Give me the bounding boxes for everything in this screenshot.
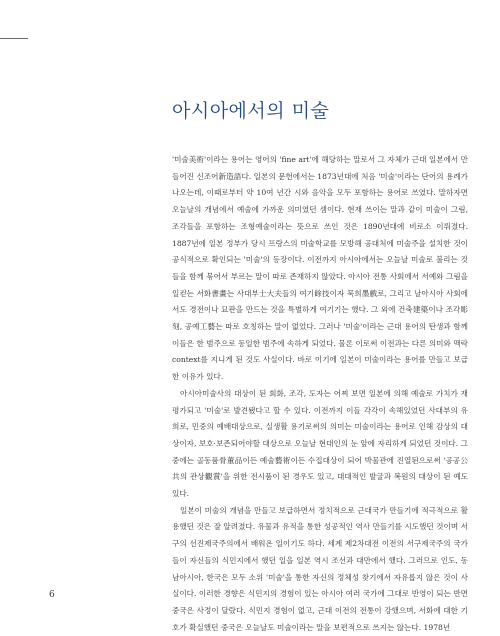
paragraph-3: 일본이 미술의 개념을 만들고 보급하면서 정치적으로 근대국가 만들기에 적극적으로 활용했던 것은 잘 알려졌다. 유물과 유적을 통한 성공적인 역사 만들기를 시도했던 것이며 서구의 선진제국주의에서 배워온 일이기도 하다. 세계 제2차대전 이전의 서구제국주의 국가들이 자신들의 식민지에서 했던 일을 일본 역시 조선과 대만에서 했다. 그러므로 인도, 동남아시아, 한국은 모두 소위 '미술'을 통한 자신의 정체성 찾기에서 자유롭지 않은 것이 사실이다. 이러한 경향은 식민지의 경험이 있는 아시아 여러 국가에 그대로 반영이 되는 반면 중국은 사정이 달랐다. 식민지 경험이 없고, 근대 이전의 전통이 강했으며, 서화에 대한 기호가 확실했던 중국은 오늘날도 미술이라는 말을 보편적으로 쓰지는 않는다. 1978년	[172, 505, 468, 632]
paragraph-2: 아시아미술사의 대상이 된 회화, 조각, 도자는 어찌 보면 일본에 의해 예술로 가치가 재평가되고 '미술'로 발견됐다고 할 수 있다. 이전까지 이들 각각이 속해있었던 사대부의 유희로, 민중의 예배대상으로, 실생활 용기로써의 의미는 미술이라는 용어로 인해 감상의 대상이자, 보호·보존되어야할 대상으로 오늘날 현대인의 눈 앞에 자리하게 되었던 것이다. 그 중에는 골동품骨董品이든 예술藝術이든 수집대상이 되어 박물관에 진열된으로써 '공공公共의 관상觀賞'을 위한 전시품이 된 경우도 있고, 대대적인 발굴과 복원의 대상이 된 예도 있다.	[172, 388, 468, 499]
margin-rule	[0, 38, 28, 39]
page-title: 아시아에서의 미술	[172, 100, 330, 122]
body-text	[172, 152, 468, 636]
paragraph-1: '미술美術'이라는 용어는 영어의 'fine art'에 해당하는 말로서 그 자체가 근대 일본에서 만들어진 신조어新造語다. 일본의 문헌에서는 1873년대에 처음 '미술'이라는 단어의 용례가 나오는데, 이때로부터 약 10여 년간 시와 음악을 모두 포함하는 용어로 쓰였다. 말하자면 오늘날의 개념에서 예술에 가까운 의미였던 셈이다. 현재 쓰이는 말과 같이 미술이 그림, 조각들을 포함하는 조형예술이라는 뜻으로 쓰인 것은 1890년대에 비로소 이뤄졌다. 1887년에 일본 정부가 당시 프랑스의 미술학교를 모방해 공대처에 미술주을 설치한 것이 공식적으로 확인되는 '미술'의 등장이다. 이전까지 아시아에서는 오늘날 미술로 불리는 것들을 함께 묶어서 부르는 말이 따로 존재하지 않았다. 아시아 전통 사회에서 서예와 그림을 일컫는 서화書畫는 사대부士大夫들의 여기餘技이자 묵희墨戲로, 그리고 날아시아 사회에서도 경전이나 묘판을 만드는 것을 특별하게 여기기는 했다. 그 외에 건축建築이나 조각彫刻, 공예工藝는 따로 호칭하는 말이 없었다. 그러나 '미술'이라는 근대 용어의 탄생과 함께 이들은 한 범주으로 동일한 범주에 속하게 되었다. 물론 이로써 이전과는 다른 의미와 맥락context를 지니게 된 것도 사실이다. 바로 이기에 일본이 미술이라는 용어를 만들고 보급한 이유가 있다.	[172, 155, 468, 382]
page-number: 6	[49, 590, 55, 600]
